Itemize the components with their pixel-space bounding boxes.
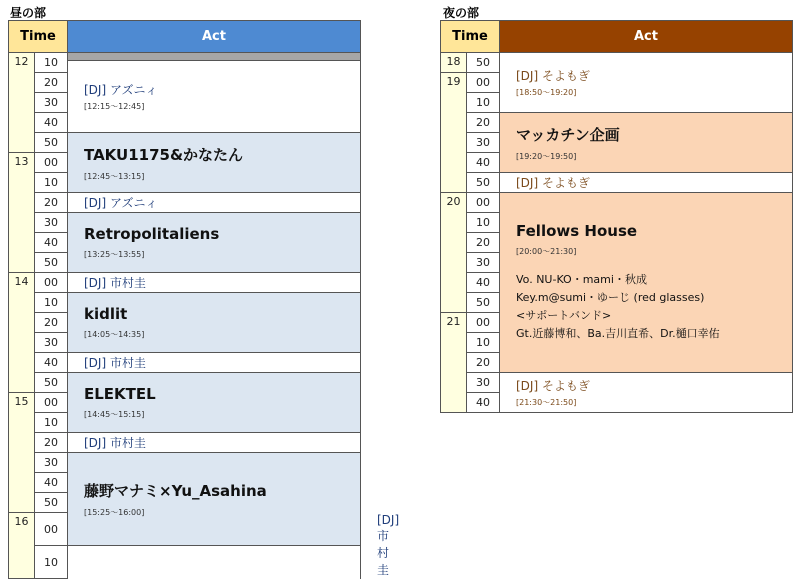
member-line: Gt.近藤博和、Ba.吉川直希、Dr.樋口幸佑	[516, 327, 720, 340]
minute-cell: 00	[35, 513, 68, 546]
act-cell	[68, 193, 361, 213]
act-time: [12:15～12:45]	[84, 102, 145, 111]
minute-cell: 40	[35, 353, 68, 373]
schedule-gap	[68, 53, 361, 61]
minute-cell: 30	[35, 453, 68, 473]
act-name: Retropolitaliens	[84, 225, 220, 243]
minute-cell: 30	[35, 213, 68, 233]
hour-cell: 15	[9, 393, 35, 513]
minute-cell: 20	[467, 353, 500, 373]
minute-cell: 30	[35, 93, 68, 113]
night-act-header: Act	[500, 21, 793, 53]
hour-cell: 13	[9, 153, 35, 273]
act-name: kidlit	[84, 305, 128, 323]
hour-cell: 18	[441, 53, 467, 73]
act-time: [14:05～14:35]	[84, 330, 145, 339]
minute-cell: 50	[35, 133, 68, 153]
minute-cell: 00	[35, 273, 68, 293]
act-name: ELEKTEL	[84, 385, 156, 403]
minute-cell: 10	[467, 93, 500, 113]
act-time: [14:45～15:15]	[84, 410, 145, 419]
night-time-header: Time	[441, 21, 500, 53]
act-name: [DJ] 市村圭	[84, 276, 146, 290]
act-cell	[68, 133, 361, 193]
act-cell	[500, 113, 793, 173]
minute-cell: 00	[35, 393, 68, 413]
minute-cell: 00	[35, 153, 68, 173]
minute-cell: 30	[467, 253, 500, 273]
hour-cell: 20	[441, 193, 467, 313]
minute-cell: 40	[35, 473, 68, 493]
minute-cell: 20	[35, 73, 68, 93]
minute-cell: 50	[35, 373, 68, 393]
act-name: Fellows House	[516, 222, 638, 240]
act-cell	[500, 373, 793, 413]
hour-cell: 21	[441, 313, 467, 413]
minute-cell: 10	[35, 293, 68, 313]
act-name: 藤野マナミ×Yu_Asahina	[84, 482, 267, 500]
minute-cell: 20	[467, 113, 500, 133]
act-time: [12:45～13:15]	[84, 171, 145, 181]
member-line: Key.m@sumi・ゆーじ (red glasses)	[516, 291, 705, 304]
act-name: [DJ] 市村圭	[84, 356, 146, 370]
minute-cell: 10	[35, 53, 68, 73]
minute-cell: 10	[35, 413, 68, 433]
act-time: [13:25～13:55]	[84, 250, 145, 259]
member-line: <サポートバンド>	[516, 309, 612, 322]
minute-cell: 30	[35, 333, 68, 353]
act-cell	[500, 173, 793, 193]
minute-cell: 30	[467, 373, 500, 393]
day-time-header: Time	[9, 21, 68, 53]
act-time: [18:50～19:20]	[516, 88, 577, 97]
minute-cell: 40	[467, 393, 500, 413]
act-members	[516, 271, 792, 343]
act-name: [DJ] アズニィ	[84, 196, 158, 210]
minute-cell: 40	[35, 113, 68, 133]
hour-cell: 12	[9, 53, 35, 153]
night-timetable	[440, 20, 793, 413]
minute-cell: 10	[467, 213, 500, 233]
act-name: TAKU1175&かなたん	[84, 145, 244, 164]
minute-cell: 10	[35, 173, 68, 193]
act-time: [21:30～21:50]	[516, 398, 577, 407]
minute-cell: 20	[35, 433, 68, 453]
minute-cell: 50	[467, 173, 500, 193]
act-name: [DJ] そよもぎ	[516, 379, 590, 393]
hour-cell: 14	[9, 273, 35, 393]
act-cell	[68, 293, 361, 353]
act-name: [DJ] アズニィ	[84, 83, 158, 97]
minute-cell: 10	[35, 546, 68, 579]
minute-cell: 50	[35, 493, 68, 513]
act-cell	[68, 353, 361, 373]
minute-cell: 30	[467, 133, 500, 153]
hour-cell: 16	[9, 513, 35, 579]
act-cell	[68, 433, 361, 453]
act-name: [DJ] そよもぎ	[516, 176, 590, 190]
act-time: [15:25～16:00]	[84, 508, 145, 517]
minute-cell: 50	[35, 253, 68, 273]
minute-cell: 50	[467, 293, 500, 313]
act-cell	[500, 193, 793, 373]
act-cell	[500, 53, 793, 113]
act-name: [DJ] 市村圭	[84, 436, 146, 450]
minute-cell: 50	[467, 53, 500, 73]
minute-cell: 00	[467, 313, 500, 333]
minute-cell: 40	[467, 153, 500, 173]
night-section-label: 夜の部	[443, 6, 480, 20]
minute-cell: 00	[467, 73, 500, 93]
hour-cell: 19	[441, 73, 467, 193]
act-name: マッカチン企画	[516, 125, 620, 144]
act-time: [20:00～21:30]	[516, 247, 577, 256]
member-line: Vo. NU-KO・mami・秋成	[516, 273, 647, 286]
minute-cell: 20	[467, 233, 500, 253]
act-name: [DJ] そよもぎ	[516, 69, 590, 83]
act-cell	[68, 373, 361, 433]
act-cell	[68, 273, 361, 293]
minute-cell: 20	[35, 193, 68, 213]
day-act-header: Act	[68, 21, 361, 53]
minute-cell: 20	[35, 313, 68, 333]
day-section-label: 昼の部	[10, 6, 47, 20]
minute-cell: 00	[467, 193, 500, 213]
act-cell	[68, 213, 361, 273]
act-cell	[68, 61, 361, 133]
act-cell	[68, 453, 361, 546]
day-timetable: Time Act 12 10 [DJ] アズニィ [12:15～12:45] 20 30 40 50 TAKU1175&かなたん [12:45～13:15] 13 00 10 20 [DJ] アズニィ 30 Retropolitaliens [13:25～13:55] 40 50 14 00 [DJ] 市村圭 10 kidlit [14:05～14:35] 20 30 40 [DJ] 市村圭 50 ELEKTEL [14:45～15:15] 15 00 10 20 [DJ] 市村圭 30 藤野マナミ×Yu_Asahina [15:25～16:00] 40 50 16 00 [DJ] 市村圭 10	[8, 20, 361, 579]
minute-cell: 10	[467, 333, 500, 353]
minute-cell: 40	[467, 273, 500, 293]
minute-cell: 40	[35, 233, 68, 253]
act-time: [19:20～19:50]	[516, 151, 577, 161]
